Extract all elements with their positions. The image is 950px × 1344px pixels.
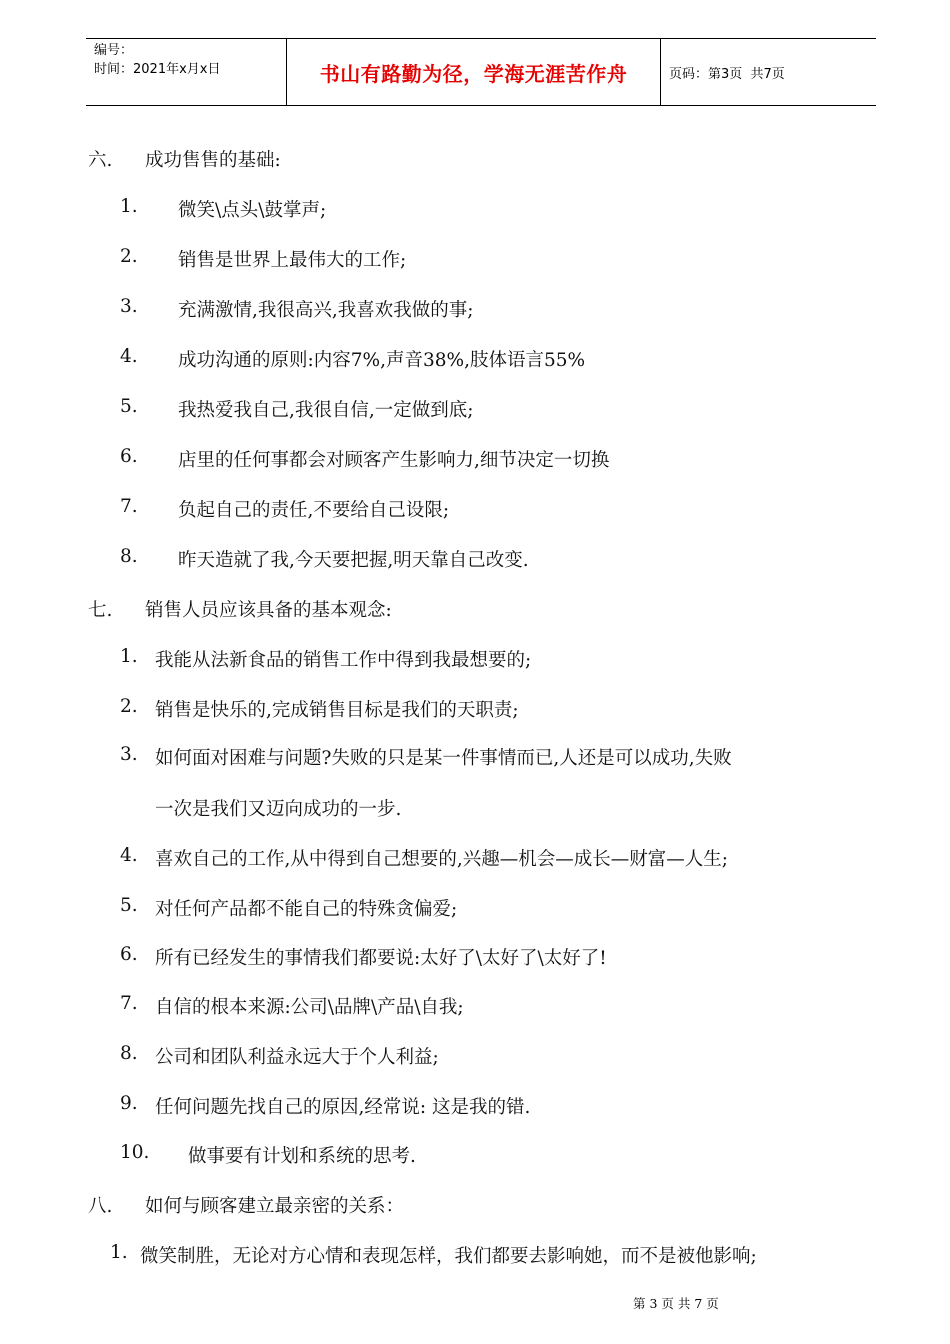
header-meta-cell: [86, 39, 287, 105]
list-item-number: 9.: [120, 1093, 138, 1114]
list-item-text: 公司和团队利益永远大于个人利益;: [155, 1047, 439, 1068]
header-number-label: 编号：: [94, 43, 134, 58]
list-item-text: 所有已经发生的事情我们都要说:太好了\太好了\太好了!: [155, 948, 607, 969]
section-number: 六.: [88, 150, 113, 171]
list-item-number: 7.: [120, 496, 138, 517]
list-item-number: 8.: [120, 546, 138, 567]
list-item-text: 一次是我们又迈向成功的一步.: [155, 799, 402, 820]
list-item-text: 店里的任何事都会对顾客产生影响力,细节决定一切换: [178, 450, 610, 471]
list-item-text: 任何问题先找自己的原因,经常说: 这是我的错.: [155, 1097, 531, 1118]
list-item-text: 微笑制胜，无论对方心情和表现怎样，我们都要去影响她，而不是被他影响;: [140, 1246, 757, 1267]
section-title: 成功售售的基础:: [145, 150, 281, 171]
list-item-text: 销售是世界上最伟大的工作;: [178, 250, 407, 271]
list-item-number: 1.: [120, 196, 138, 217]
section-title: 如何与顾客建立最亲密的关系：: [145, 1196, 405, 1217]
list-item-number: 7.: [120, 993, 138, 1014]
list-item-number: 4.: [120, 845, 138, 866]
list-item-text: 微笑\点头\鼓掌声;: [178, 200, 327, 221]
list-item-text: 销售是快乐的,完成销售目标是我们的天职责;: [155, 700, 519, 721]
list-item-number: 6.: [120, 944, 138, 965]
list-item-text: 喜欢自己的工作,从中得到自己想要的,兴趣—机会—成长—财富—人生;: [155, 849, 728, 870]
list-item-number: 3.: [120, 744, 138, 765]
list-item-number: 10.: [120, 1142, 150, 1163]
list-item-text: 自信的根本来源:公司\品牌\产品\自我;: [155, 997, 464, 1018]
section-number: 七.: [88, 600, 113, 621]
section-number: 八.: [88, 1196, 113, 1217]
header-table: [86, 38, 876, 106]
list-item-text: 负起自己的责任,不要给自己设限;: [178, 500, 450, 521]
list-item-number: 1.: [120, 646, 138, 667]
list-item-number: 3.: [120, 296, 138, 317]
list-item-text: 如何面对困难与问题?失败的只是某一件事情而已,人还是可以成功,失败: [155, 748, 732, 769]
list-item-text: 我能从法新食品的销售工作中得到我最想要的;: [155, 650, 532, 671]
list-item-number: 5.: [120, 396, 138, 417]
list-item-text: 昨天造就了我,今天要把握,明天靠自己改变.: [178, 550, 529, 571]
list-item-number: 4.: [120, 346, 138, 367]
list-item-number: 6.: [120, 446, 138, 467]
list-item-text: 我热爱我自己,我很自信,一定做到底;: [178, 400, 474, 421]
list-item-number: 5.: [120, 895, 138, 916]
list-item-number: 2.: [120, 696, 138, 717]
header-motto: 书山有路勤为径，学海无涯苦作舟: [287, 39, 661, 105]
header-page-cell: [661, 39, 876, 105]
header-time-label: 时间：2021年x月x日: [94, 62, 221, 77]
section-title: 销售人员应该具备的基本观念:: [145, 600, 392, 621]
list-item-text: 成功沟通的原则:内容7%,声音38%,肢体语言55%: [178, 350, 586, 371]
list-item-number: 2.: [120, 246, 138, 267]
list-item-text: 充满激情,我很高兴,我喜欢我做的事;: [178, 300, 474, 321]
page-footer: 第 3 页 共 7 页: [633, 1296, 719, 1311]
list-item-number: 1.: [110, 1242, 128, 1263]
header-page-info: 页码：第3页 共7页: [669, 66, 785, 82]
list-item-number: 8.: [120, 1043, 138, 1064]
list-item-text: 对任何产品都不能自己的特殊贪偏爱;: [155, 899, 458, 920]
list-item-text: 做事要有计划和系统的思考.: [188, 1146, 416, 1167]
